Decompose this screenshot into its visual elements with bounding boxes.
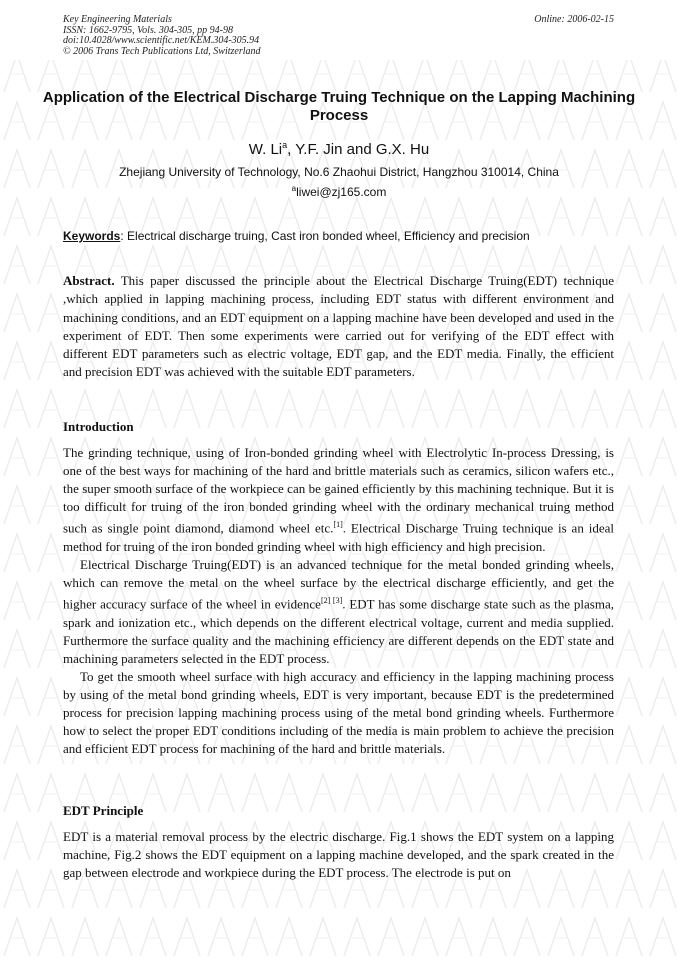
keywords-text: : Electrical discharge truing, Cast iron bonded wheel, Efficiency and precision <box>120 229 530 243</box>
intro-paragraph-2 <box>63 556 614 668</box>
abstract <box>63 272 614 382</box>
online-date: Online: 2006-02-15 <box>534 14 614 25</box>
citation-ref-2-3: [2] [3] <box>320 596 343 606</box>
intro-p1-text-b: . Electrical Discharge Truing technique is an ideal method for truing of the iron bonded grinding wheel with high efficiency and high precision. <box>63 520 614 554</box>
keywords <box>63 229 530 243</box>
edt-principle-body <box>63 828 614 882</box>
journal-name: Key Engineering Materials <box>63 14 172 25</box>
abstract-text: This paper discussed the principle about the Electrical Discharge Truing(EDT) technique ,which applied in lapping machining process, including EDT status with different environment and machining conditions, and an EDT equipment on a lapping machine have been developed and used in the experiment of EDT. Then some experiments were carried out for verifying of the EDT effect with different EDT parameters such as electric voltage, EDT gap, and the EDT media. Finally, the efficient and precision EDT was achieved with the suitable EDT parameters. <box>63 273 614 380</box>
keywords-label: Keywords <box>63 229 121 243</box>
author-list <box>0 140 678 158</box>
author-email <box>0 184 678 199</box>
intro-paragraph-3: To get the smooth wheel surface with high accuracy and efficiency in the lapping machining process by using of the metal bond grinding wheels, EDT is very important, because EDT is the predetermined process for precision lapping machining process using of the metal bond grinding wheels. Furthermore how to select the proper EDT conditions including of the media is main problem to achieve the precision and efficient EDT process for machining of the hard and brittle materials. <box>63 668 614 757</box>
email-address: liwei@zj165.com <box>296 185 387 199</box>
intro-p2-text-b: . EDT has some discharge state such as the plasma, spark and ionization etc., which depends on the different electrical voltage, current and media supplied. Furthermore the surface quality and the machining efficiency are different depends on the EDT state and machining parameters selected in the EDT process. <box>63 596 614 666</box>
paper-title: Application of the Electrical Discharge Truing Technique on the Lapping Machining Process <box>42 89 636 124</box>
edt-principle-heading: EDT Principle <box>63 803 144 818</box>
intro-paragraph-1 <box>63 444 614 556</box>
journal-header <box>63 15 261 57</box>
copyright-line: © 2006 Trans Tech Publications Ltd, Switzerland <box>63 45 261 57</box>
author-1: W. Li <box>248 141 283 158</box>
edt-paragraph-1: EDT is a material removal process by the electric discharge. Fig.1 shows the EDT system on a lapping machine, Fig.2 shows the EDT equipment on a lapping machine developed, and the spark created in the gap between electrode and workpiece during the EDT process. The electrode is put on <box>63 829 614 881</box>
author-rest: , Y.F. Jin and G.X. Hu <box>287 141 430 158</box>
author-1-sup: a <box>282 140 288 150</box>
introduction-body <box>63 444 614 758</box>
introduction-heading: Introduction <box>63 419 134 434</box>
intro-p1-text-a: The grinding technique, using of Iron-bonded grinding wheel with Electrolytic In-process Dressing, is one of the best ways for machining of the hard and brittle materials such as ceramics, silicon wafers etc., the super smooth surface of the workpiece can be gained efficiently by this machining technique. But it is too difficult for truing of the iron bonded grinding wheel with the ordinary mechanical truing method such as single point diamond, diamond wheel etc. <box>63 445 614 536</box>
doi-line: doi:10.4028/www.scientific.net/KEM.304-305.94 <box>63 35 260 47</box>
intro-p2-text-a: Electrical Discharge Truing(EDT) is an advanced technique for the metal bonded grinding wheels, which can remove the metal on the wheel surface by the electrical discharge efficiently, and get the higher accuracy surface of the wheel in evidence <box>63 556 614 612</box>
citation-ref-1: [1] <box>333 520 343 530</box>
abstract-label: Abstract. <box>63 273 115 288</box>
affiliation: Zhejiang University of Technology, No.6 Zhaohui District, Hangzhou 310014, China <box>119 165 559 179</box>
email-sup: a <box>291 184 297 193</box>
issn-line: ISSN: 1662-9795, Vols. 304-305, pp 94-98 <box>63 24 233 36</box>
